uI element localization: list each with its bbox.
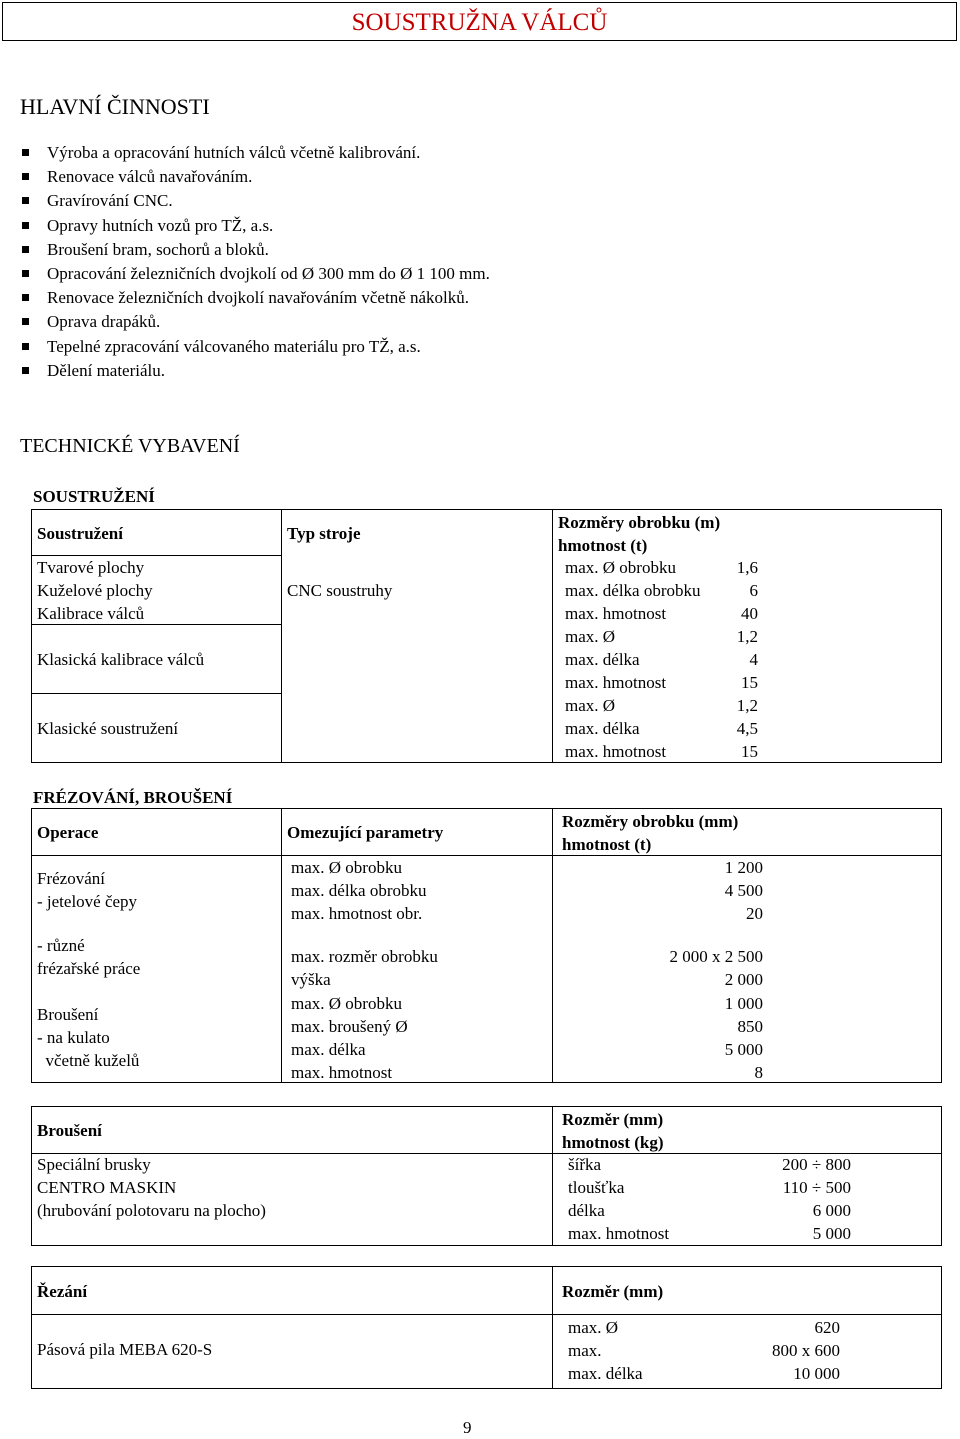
turning-row1-machine: CNC soustruhy <box>287 581 393 600</box>
turning-row2-operation: Klasická kalibrace válců <box>37 650 205 669</box>
bullet-icon <box>22 294 29 301</box>
milling-block2-values: 2 000 x 2 500 2 000 <box>669 947 763 989</box>
grinding-header-dimensions: Rozměr (mm) <box>562 1110 664 1129</box>
list-item: Renovace válců navařováním. <box>22 165 490 189</box>
grinding-machines: Speciální brusky CENTRO MASKIN (hrubování polotovaru na plocho) <box>37 1155 266 1220</box>
main-heading: HLAVNÍ ČINNOSTI <box>20 94 210 119</box>
page-title: SOUSTRUŽNA VÁLCŮ <box>351 9 608 36</box>
activities-list <box>22 141 490 383</box>
milling-block3-operations: Broušení - na kulato včetně kuželů <box>37 1005 140 1070</box>
grinding-header-weight: hmotnost (kg) <box>562 1133 664 1152</box>
list-item: Gravírování CNC. <box>22 189 490 213</box>
milling-block1-values: 1 200 4 500 20 <box>724 858 763 923</box>
turning-row1-operations: Tvarové plochy Kuželové plochy Kalibrace válců <box>37 558 153 623</box>
list-item: Tepelné zpracování válcovaného materiálu pro TŽ, a.s. <box>22 335 490 359</box>
bullet-icon <box>22 173 29 180</box>
list-item: Dělení materiálu. <box>22 359 490 383</box>
grinding-params: šířka tloušťka délka max. hmotnost <box>568 1155 670 1243</box>
tech-heading: TECHNICKÉ VYBAVENÍ <box>20 435 240 457</box>
turning-section-title: SOUSTRUŽENÍ <box>33 487 155 506</box>
milling-block3-params: max. Ø obrobku max. broušený Ø max. délka max. hmotnost <box>291 994 408 1082</box>
milling-block2-params: max. rozměr obrobku výška <box>291 947 438 989</box>
milling-block2-operations: - různé frézařské práce <box>37 936 141 978</box>
cutting-params: max. Ø max. max. délka <box>568 1318 643 1383</box>
turning-row3-values: 1,2 4,5 15 <box>736 696 758 761</box>
turning-row3-operation: Klasické soustružení <box>37 719 179 738</box>
milling-header-weight: hmotnost (t) <box>562 835 652 854</box>
bullet-icon <box>22 246 29 253</box>
bullet-icon <box>22 343 29 350</box>
cutting-values: 620 800 x 600 10 000 <box>772 1318 840 1383</box>
milling-block3-values: 1 000 850 5 000 8 <box>724 994 763 1082</box>
milling-block1-operations: Frézování - jetelové čepy <box>37 869 138 911</box>
bullet-icon <box>22 367 29 374</box>
turning-row1-values: 1,6 6 40 <box>736 558 758 623</box>
milling-section-title: FRÉZOVÁNÍ, BROUŠENÍ <box>33 788 233 807</box>
cutting-header-operation: Řezání <box>37 1282 88 1301</box>
bullet-icon <box>22 318 29 325</box>
grinding-header-operation: Broušení <box>37 1121 102 1140</box>
turning-header-operation: Soustružení <box>37 524 123 543</box>
turning-row2-values: 1,2 4 15 <box>736 627 758 692</box>
milling-block1-params: max. Ø obrobku max. délka obrobku max. hmotnost obr. <box>291 858 427 923</box>
list-item: Opravy hutních vozů pro TŽ, a.s. <box>22 214 490 238</box>
bullet-icon <box>22 222 29 229</box>
list-item: Renovace železničních dvojkolí navařováním včetně nákolků. <box>22 286 490 310</box>
turning-row2-params: max. Ø max. délka max. hmotnost <box>565 627 667 692</box>
milling-table <box>31 808 942 1083</box>
bullet-icon <box>22 197 29 204</box>
turning-row3-params: max. Ø max. délka max. hmotnost <box>565 696 667 761</box>
cutting-header-dimensions: Rozměr (mm) <box>562 1282 664 1301</box>
title-box <box>2 2 957 41</box>
turning-header-weight: hmotnost (t) <box>558 536 648 555</box>
bullet-icon <box>22 149 29 156</box>
turning-header-machine: Typ stroje <box>287 524 361 543</box>
page-number: 9 <box>463 1418 472 1437</box>
milling-header-params: Omezující parametry <box>287 823 444 842</box>
turning-header-dimensions: Rozměry obrobku (m) <box>558 513 721 532</box>
list-item: Broušení bram, sochorů a bloků. <box>22 238 490 262</box>
milling-header-dimensions: Rozměry obrobku (mm) <box>562 812 739 831</box>
milling-header-operation: Operace <box>37 823 99 842</box>
turning-row1-params: max. Ø obrobku max. délka obrobku max. hmotnost <box>565 558 701 623</box>
list-item: Výroba a opracování hutních válců včetně kalibrování. <box>22 141 490 165</box>
cutting-machine: Pásová pila MEBA 620-S <box>37 1340 213 1359</box>
list-item: Oprava drapáků. <box>22 310 490 334</box>
list-item: Opracování železničních dvojkolí od Ø 300 mm do Ø 1 100 mm. <box>22 262 490 286</box>
bullet-icon <box>22 270 29 277</box>
grinding-values: 200 ÷ 800 110 ÷ 500 6 000 5 000 <box>782 1155 851 1243</box>
